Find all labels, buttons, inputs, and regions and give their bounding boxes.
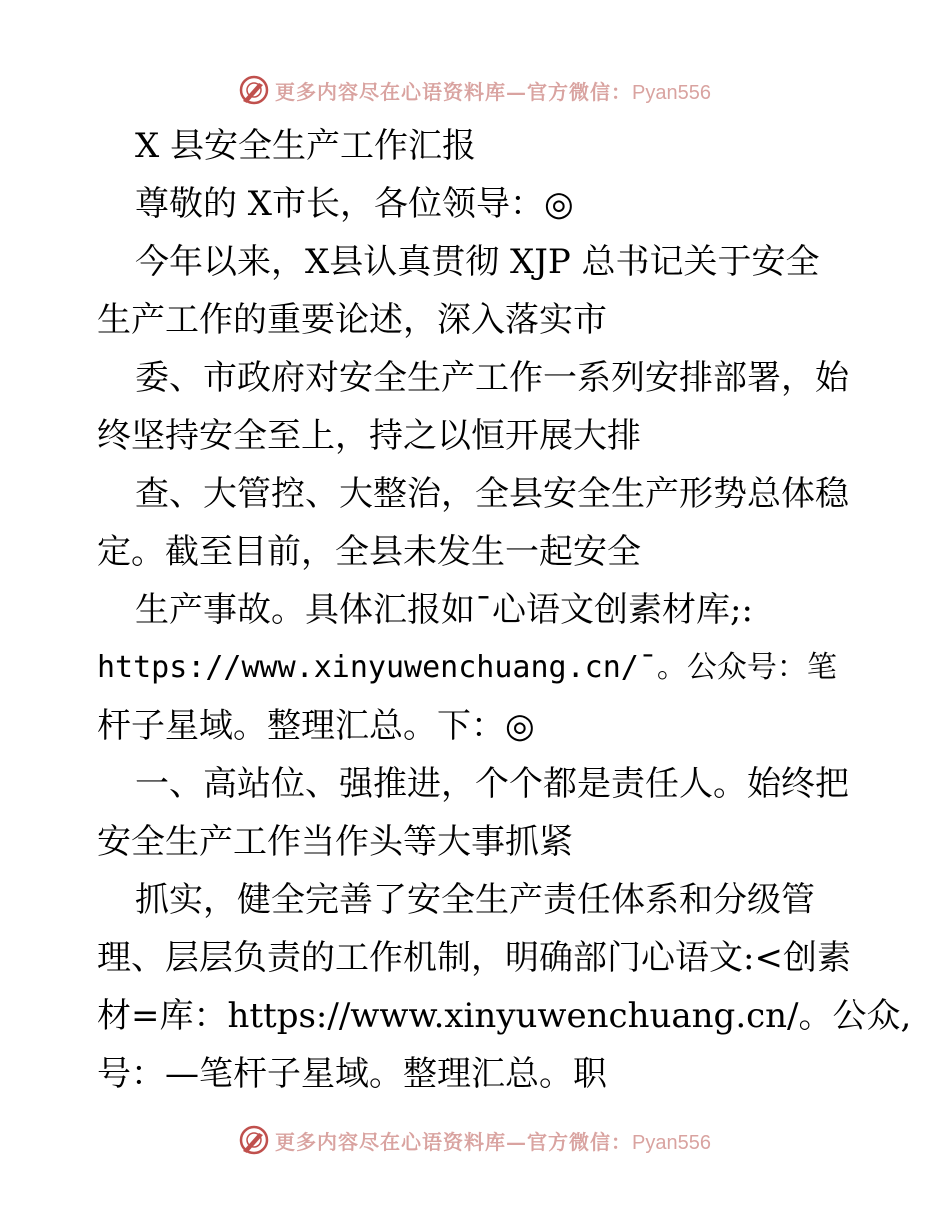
paragraph-line: 生产工作的重要论述，深入落实市: [97, 300, 607, 340]
footer-wechat-account: Pyan556: [632, 1131, 711, 1154]
paragraph-line-url: https://www.xinyuwenchuang.cn/¯。公众号：笔: [97, 650, 837, 685]
paragraph-line: 号：—笔杆子星域。整理汇总。职: [97, 1054, 607, 1094]
paragraph-line: 今年以来，X县认真贯彻 XJP 总书记关于安全: [135, 242, 820, 282]
document-body: [97, 117, 912, 1103]
paragraph-line: 杆子星域。整理汇总。下：◎: [97, 706, 535, 746]
footer-banner-text: 更多内容尽在心语资料库—官方微信：: [275, 1129, 633, 1154]
paragraph-line: 委、市政府对安全生产工作一系列安排部署，始: [135, 358, 849, 398]
pen-logo-icon: [239, 1125, 269, 1155]
salutation: 尊敬的 X市长，各位领导：◎: [135, 184, 574, 224]
footer-banner: [0, 1120, 950, 1160]
pen-logo-icon: [239, 75, 269, 105]
paragraph-line: 理、层层负责的工作机制，明确部门心语文:<创素: [97, 938, 851, 978]
header-wechat-account: Pyan556: [632, 81, 711, 104]
paragraph-line-url: 材=库：https://www.xinyuwenchuang.cn/。公众,: [97, 996, 912, 1036]
header-banner: [0, 70, 950, 110]
paragraph-line: 终坚持安全至上，持之以恒开展大排: [97, 416, 641, 456]
paragraph-line: 抓实，健全完善了安全生产责任体系和分级管: [135, 880, 815, 920]
paragraph-line: 生产事故。具体汇报如¯心语文创素材库;:: [135, 590, 753, 630]
section-heading-line: 一、高站位、强推进，个个都是责任人。始终把: [135, 764, 849, 804]
document-title: X 县安全生产工作汇报: [135, 126, 477, 166]
paragraph-line: 定。截至目前，全县未发生一起安全: [97, 532, 641, 572]
paragraph-line: 安全生产工作当作头等大事抓紧: [97, 822, 573, 862]
paragraph-line: 查、大管控、大整治，全县安全生产形势总体稳: [135, 474, 849, 514]
header-banner-text: 更多内容尽在心语资料库—官方微信：: [275, 79, 633, 104]
